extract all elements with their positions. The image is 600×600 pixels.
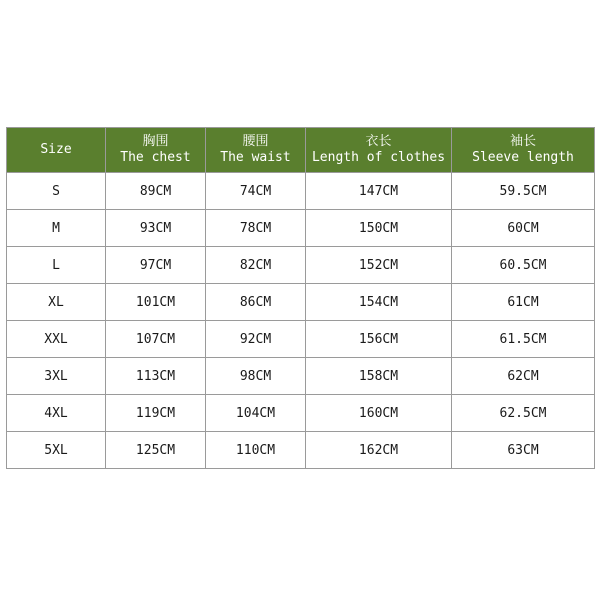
header-chest xyxy=(106,128,206,173)
header-sleeve-cn: 袖长 xyxy=(509,134,536,149)
cell-chest: 107CM xyxy=(106,321,206,358)
table-row xyxy=(7,358,595,395)
cell-length: 160CM xyxy=(306,395,452,432)
header-sleeve xyxy=(452,128,595,173)
table-row xyxy=(7,432,595,469)
header-length-cn: 衣长 xyxy=(365,134,392,149)
header-length-en: Length of clothes xyxy=(311,150,446,165)
cell-chest: 93CM xyxy=(106,210,206,247)
table-row xyxy=(7,247,595,284)
header-size xyxy=(7,128,106,173)
table-row xyxy=(7,321,595,358)
header-waist xyxy=(206,128,306,173)
cell-sleeve: 60CM xyxy=(452,210,595,247)
cell-waist: 74CM xyxy=(206,173,306,210)
cell-waist: 92CM xyxy=(206,321,306,358)
header-waist-en: The waist xyxy=(220,150,291,165)
header-chest-cn: 胸围 xyxy=(142,134,169,149)
size-chart-table xyxy=(6,127,595,469)
cell-length: 158CM xyxy=(306,358,452,395)
cell-length: 156CM xyxy=(306,321,452,358)
table-row xyxy=(7,210,595,247)
cell-size: 4XL xyxy=(7,395,106,432)
cell-length: 150CM xyxy=(306,210,452,247)
cell-size: 3XL xyxy=(7,358,106,395)
cell-waist: 86CM xyxy=(206,284,306,321)
cell-sleeve: 62CM xyxy=(452,358,595,395)
cell-chest: 119CM xyxy=(106,395,206,432)
header-chest-en: The chest xyxy=(120,150,191,165)
header-waist-cn: 腰围 xyxy=(242,134,269,149)
cell-sleeve: 59.5CM xyxy=(452,173,595,210)
header-length xyxy=(306,128,452,173)
table-row xyxy=(7,284,595,321)
table-row xyxy=(7,395,595,432)
cell-size: XXL xyxy=(7,321,106,358)
cell-length: 147CM xyxy=(306,173,452,210)
cell-sleeve: 61.5CM xyxy=(452,321,595,358)
cell-sleeve: 60.5CM xyxy=(452,247,595,284)
cell-sleeve: 61CM xyxy=(452,284,595,321)
cell-size: 5XL xyxy=(7,432,106,469)
cell-waist: 82CM xyxy=(206,247,306,284)
cell-waist: 110CM xyxy=(206,432,306,469)
table-row xyxy=(7,173,595,210)
cell-size: L xyxy=(7,247,106,284)
header-row xyxy=(7,128,595,173)
cell-size: XL xyxy=(7,284,106,321)
cell-length: 162CM xyxy=(306,432,452,469)
cell-chest: 113CM xyxy=(106,358,206,395)
cell-size: M xyxy=(7,210,106,247)
cell-length: 154CM xyxy=(306,284,452,321)
cell-waist: 104CM xyxy=(206,395,306,432)
cell-sleeve: 62.5CM xyxy=(452,395,595,432)
cell-chest: 125CM xyxy=(106,432,206,469)
header-size-label: Size xyxy=(40,142,72,157)
header-sleeve-en: Sleeve length xyxy=(472,150,574,165)
cell-size: S xyxy=(7,173,106,210)
cell-chest: 101CM xyxy=(106,284,206,321)
cell-waist: 78CM xyxy=(206,210,306,247)
cell-waist: 98CM xyxy=(206,358,306,395)
cell-chest: 97CM xyxy=(106,247,206,284)
cell-length: 152CM xyxy=(306,247,452,284)
cell-sleeve: 63CM xyxy=(452,432,595,469)
cell-chest: 89CM xyxy=(106,173,206,210)
